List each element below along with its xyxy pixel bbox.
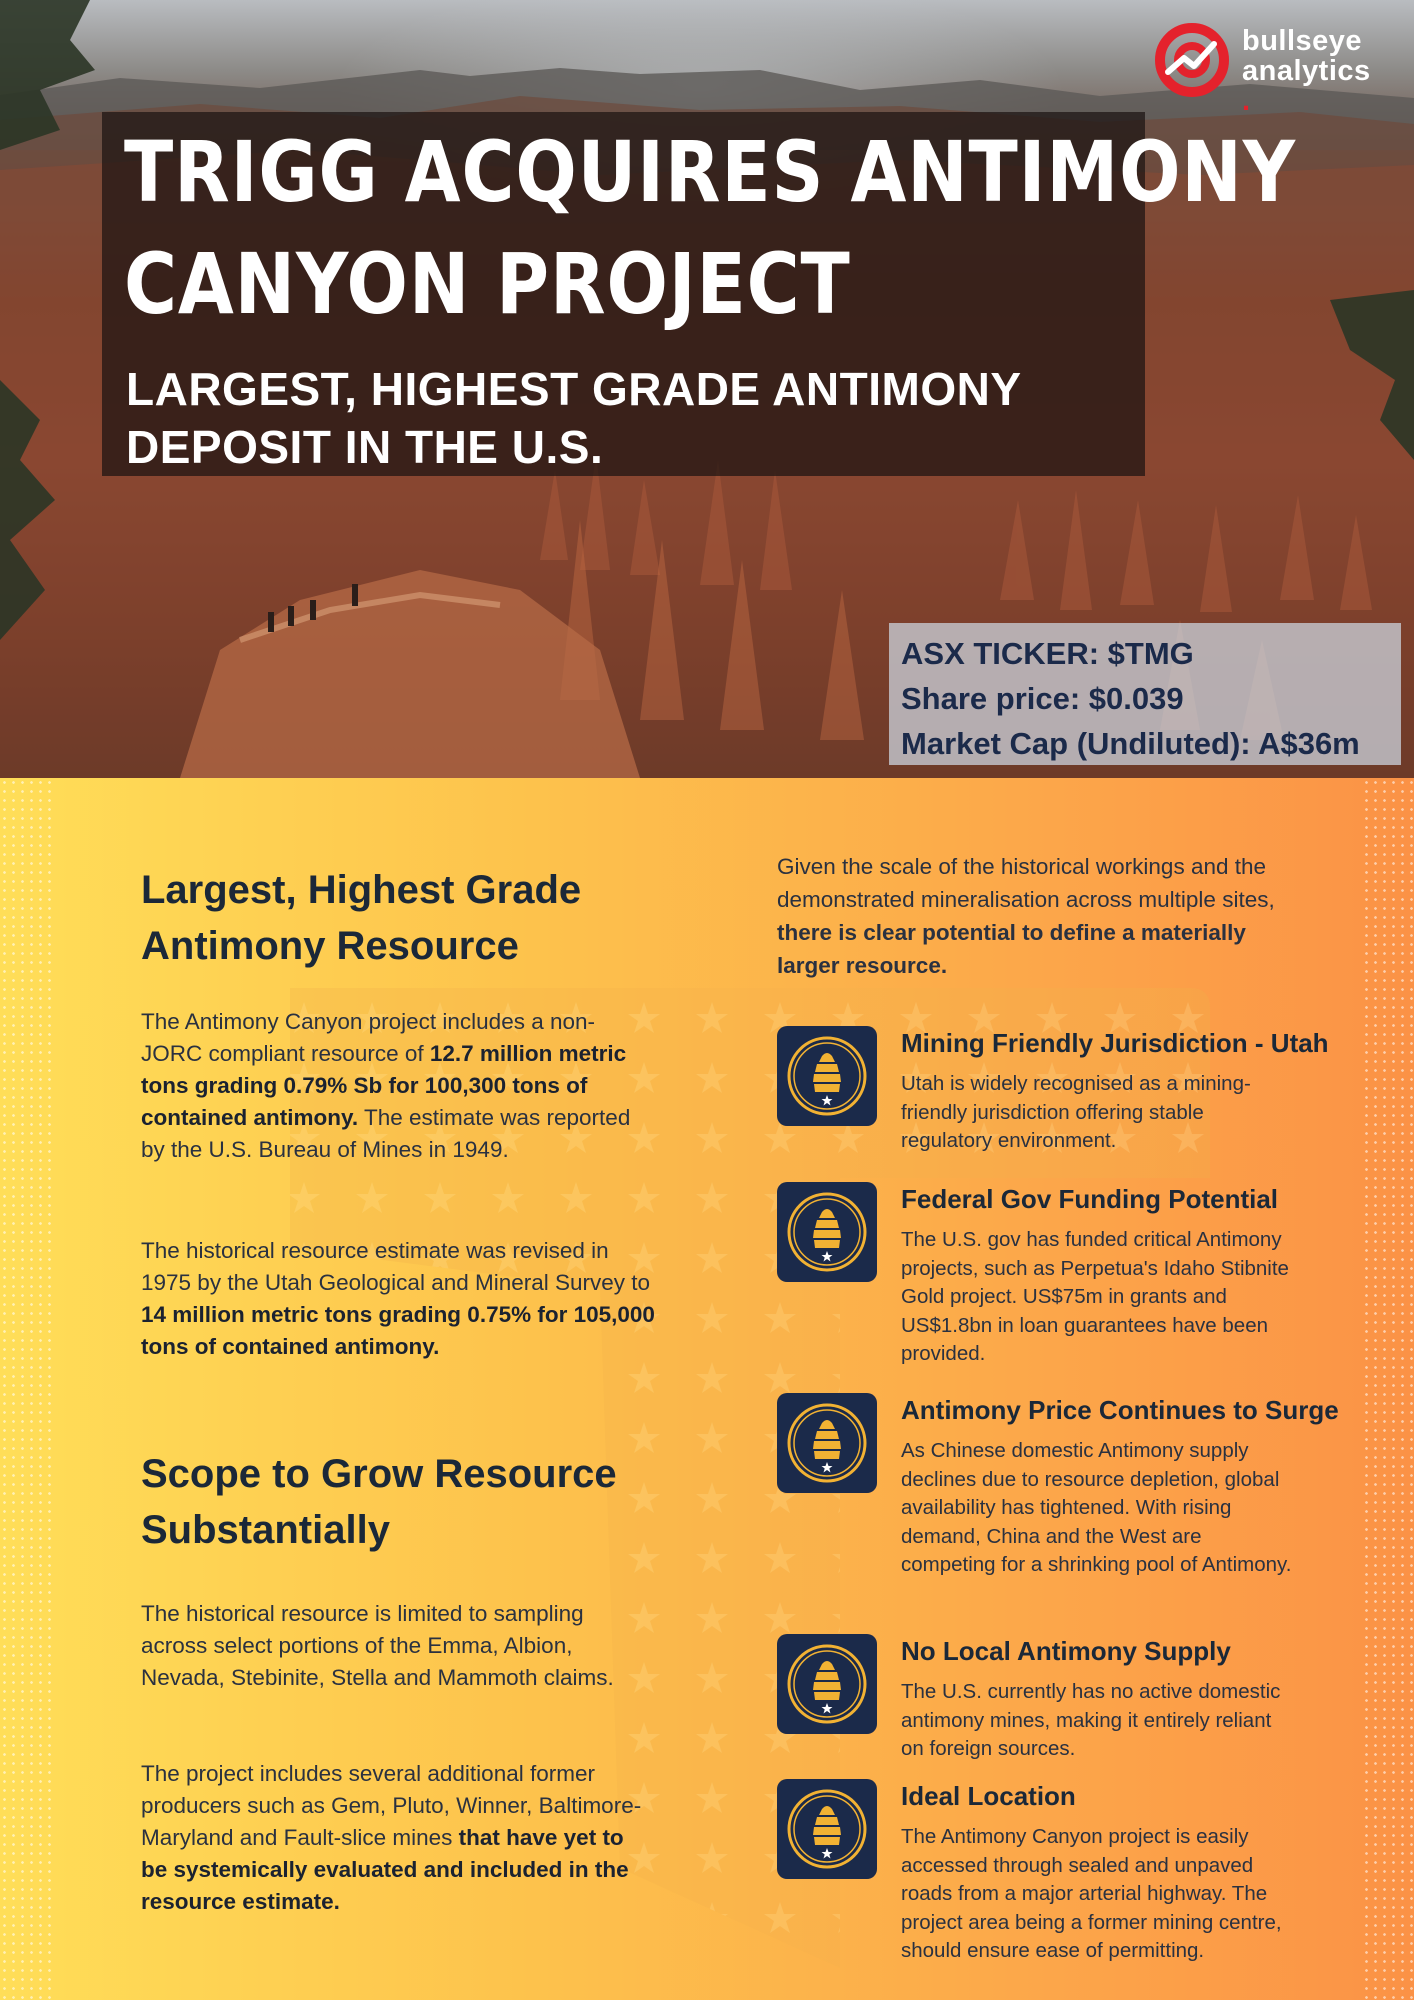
resource-paragraph-2: [141, 1235, 656, 1363]
feature-title: Ideal Location: [901, 1781, 1076, 1811]
para-text: The historical resource estimate was revised in 1975 by the Utah Geological and Mineral Survey to: [141, 1238, 651, 1295]
hero-banner: [0, 0, 1414, 778]
feature-title: Federal Gov Funding Potential: [901, 1184, 1279, 1214]
heading-line: Largest, Highest Grade: [141, 868, 582, 912]
feature-title: No Local Antimony Supply: [901, 1636, 1231, 1666]
feature-title: Mining Friendly Jurisdiction - Utah: [901, 1028, 1329, 1058]
ticker-symbol: ASX TICKER: $TMG: [901, 636, 1194, 671]
para-text: The project includes several additional former producers such as Gem, Pluto, Winner, Baltimore-Maryland and Fault-slice mines: [141, 1761, 642, 1850]
content-section: [0, 778, 1414, 2000]
share-price: Share price: $0.039: [901, 681, 1184, 716]
logo-dot: .: [1242, 85, 1251, 117]
subtitle-line-2: DEPOSIT IN THE U.S.: [126, 421, 604, 473]
feature-title: Antimony Price Continues to Surge: [901, 1395, 1339, 1425]
heading-line: Antimony Resource: [141, 924, 519, 968]
para-text: The Antimony Canyon project includes a non-JORC compliant resource of: [141, 1009, 596, 1066]
para-text: Given the scale of the historical workings and the demonstrated mineralisation across multiple sites,: [777, 854, 1275, 912]
utah-beehive-seal-icon: [777, 1779, 877, 1879]
ticker-panel: [889, 623, 1401, 765]
scope-paragraph-1: [141, 1598, 656, 1694]
resource-paragraph-1: [141, 1006, 656, 1166]
logo-wordmark: [1242, 26, 1371, 116]
heading-line: Substantially: [141, 1508, 390, 1552]
utah-beehive-seal-icon: [777, 1026, 877, 1126]
feature-text: Utah is widely recognised as a mining-friendly jurisdiction offering stable regulatory environment.: [901, 1072, 1251, 1152]
section-heading-resource: [141, 862, 701, 974]
para-bold: 14 million metric tons grading 0.75% for 105,000 tons of contained antimony.: [141, 1302, 655, 1359]
title-line-2: CANYON PROJECT: [124, 235, 851, 333]
bullseye-chart-icon: [1154, 22, 1230, 98]
title-line-1: TRIGG ACQUIRES ANTIMONY: [124, 123, 1296, 221]
para-bold: 12.7 million metric tons grading 0.79% Sb for 100,300 tons of contained antimony.: [141, 1041, 627, 1130]
feature-text: The U.S. gov has funded critical Antimony projects, such as Perpetua's Idaho Stibnite Gold project. US$75m in grants and US$1.8bn in loan guarantees have been provided.: [901, 1228, 1289, 1365]
logo-line-2-text: analytics: [1242, 55, 1371, 87]
logo-line-2: [1242, 56, 1371, 116]
dot-pattern-right: [1362, 778, 1414, 2000]
market-cap: Market Cap (Undiluted): A$36m: [901, 726, 1360, 761]
page-title: [124, 116, 1296, 340]
utah-beehive-seal-icon: [777, 1634, 877, 1734]
logo-line-1: bullseye: [1242, 25, 1363, 57]
heading-line: Scope to Grow Resource: [141, 1452, 617, 1496]
para-bold: that have yet to be systemically evaluated and included in the resource estimate.: [141, 1825, 629, 1914]
para-text: The historical resource is limited to sampling across select portions of the Emma, Albion, Nevada, Stebinite, Stella and Mammoth claims.: [141, 1601, 614, 1690]
section-heading-scope: [141, 1446, 701, 1558]
para-text: The estimate was reported by the U.S. Bureau of Mines in 1949.: [141, 1105, 631, 1162]
utah-beehive-seal-icon: [777, 1182, 877, 1282]
page-subtitle: [126, 360, 1136, 476]
utah-beehive-seal-icon: [777, 1393, 877, 1493]
scope-paragraph-2: [141, 1758, 656, 1918]
bullseye-analytics-logo: [1154, 22, 1404, 117]
feature-text: The U.S. currently has no active domestic antimony mines, making it entirely reliant on foreign sources.: [901, 1680, 1281, 1760]
dot-pattern-left: [0, 778, 52, 2000]
feature-text: As Chinese domestic Antimony supply declines due to resource depletion, global availability has tightened. With rising demand, China and the West are competing for a shrinking pool of Antimony.: [901, 1439, 1292, 1576]
potential-paragraph: [777, 850, 1297, 982]
para-bold: there is clear potential to define a materially larger resource.: [777, 920, 1246, 978]
subtitle-line-1: LARGEST, HIGHEST GRADE ANTIMONY: [126, 363, 1022, 415]
feature-text: The Antimony Canyon project is easily accessed through sealed and unpaved roads from a major arterial highway. The project area being a former mining centre, should ensure ease of permitting.: [901, 1825, 1282, 1962]
